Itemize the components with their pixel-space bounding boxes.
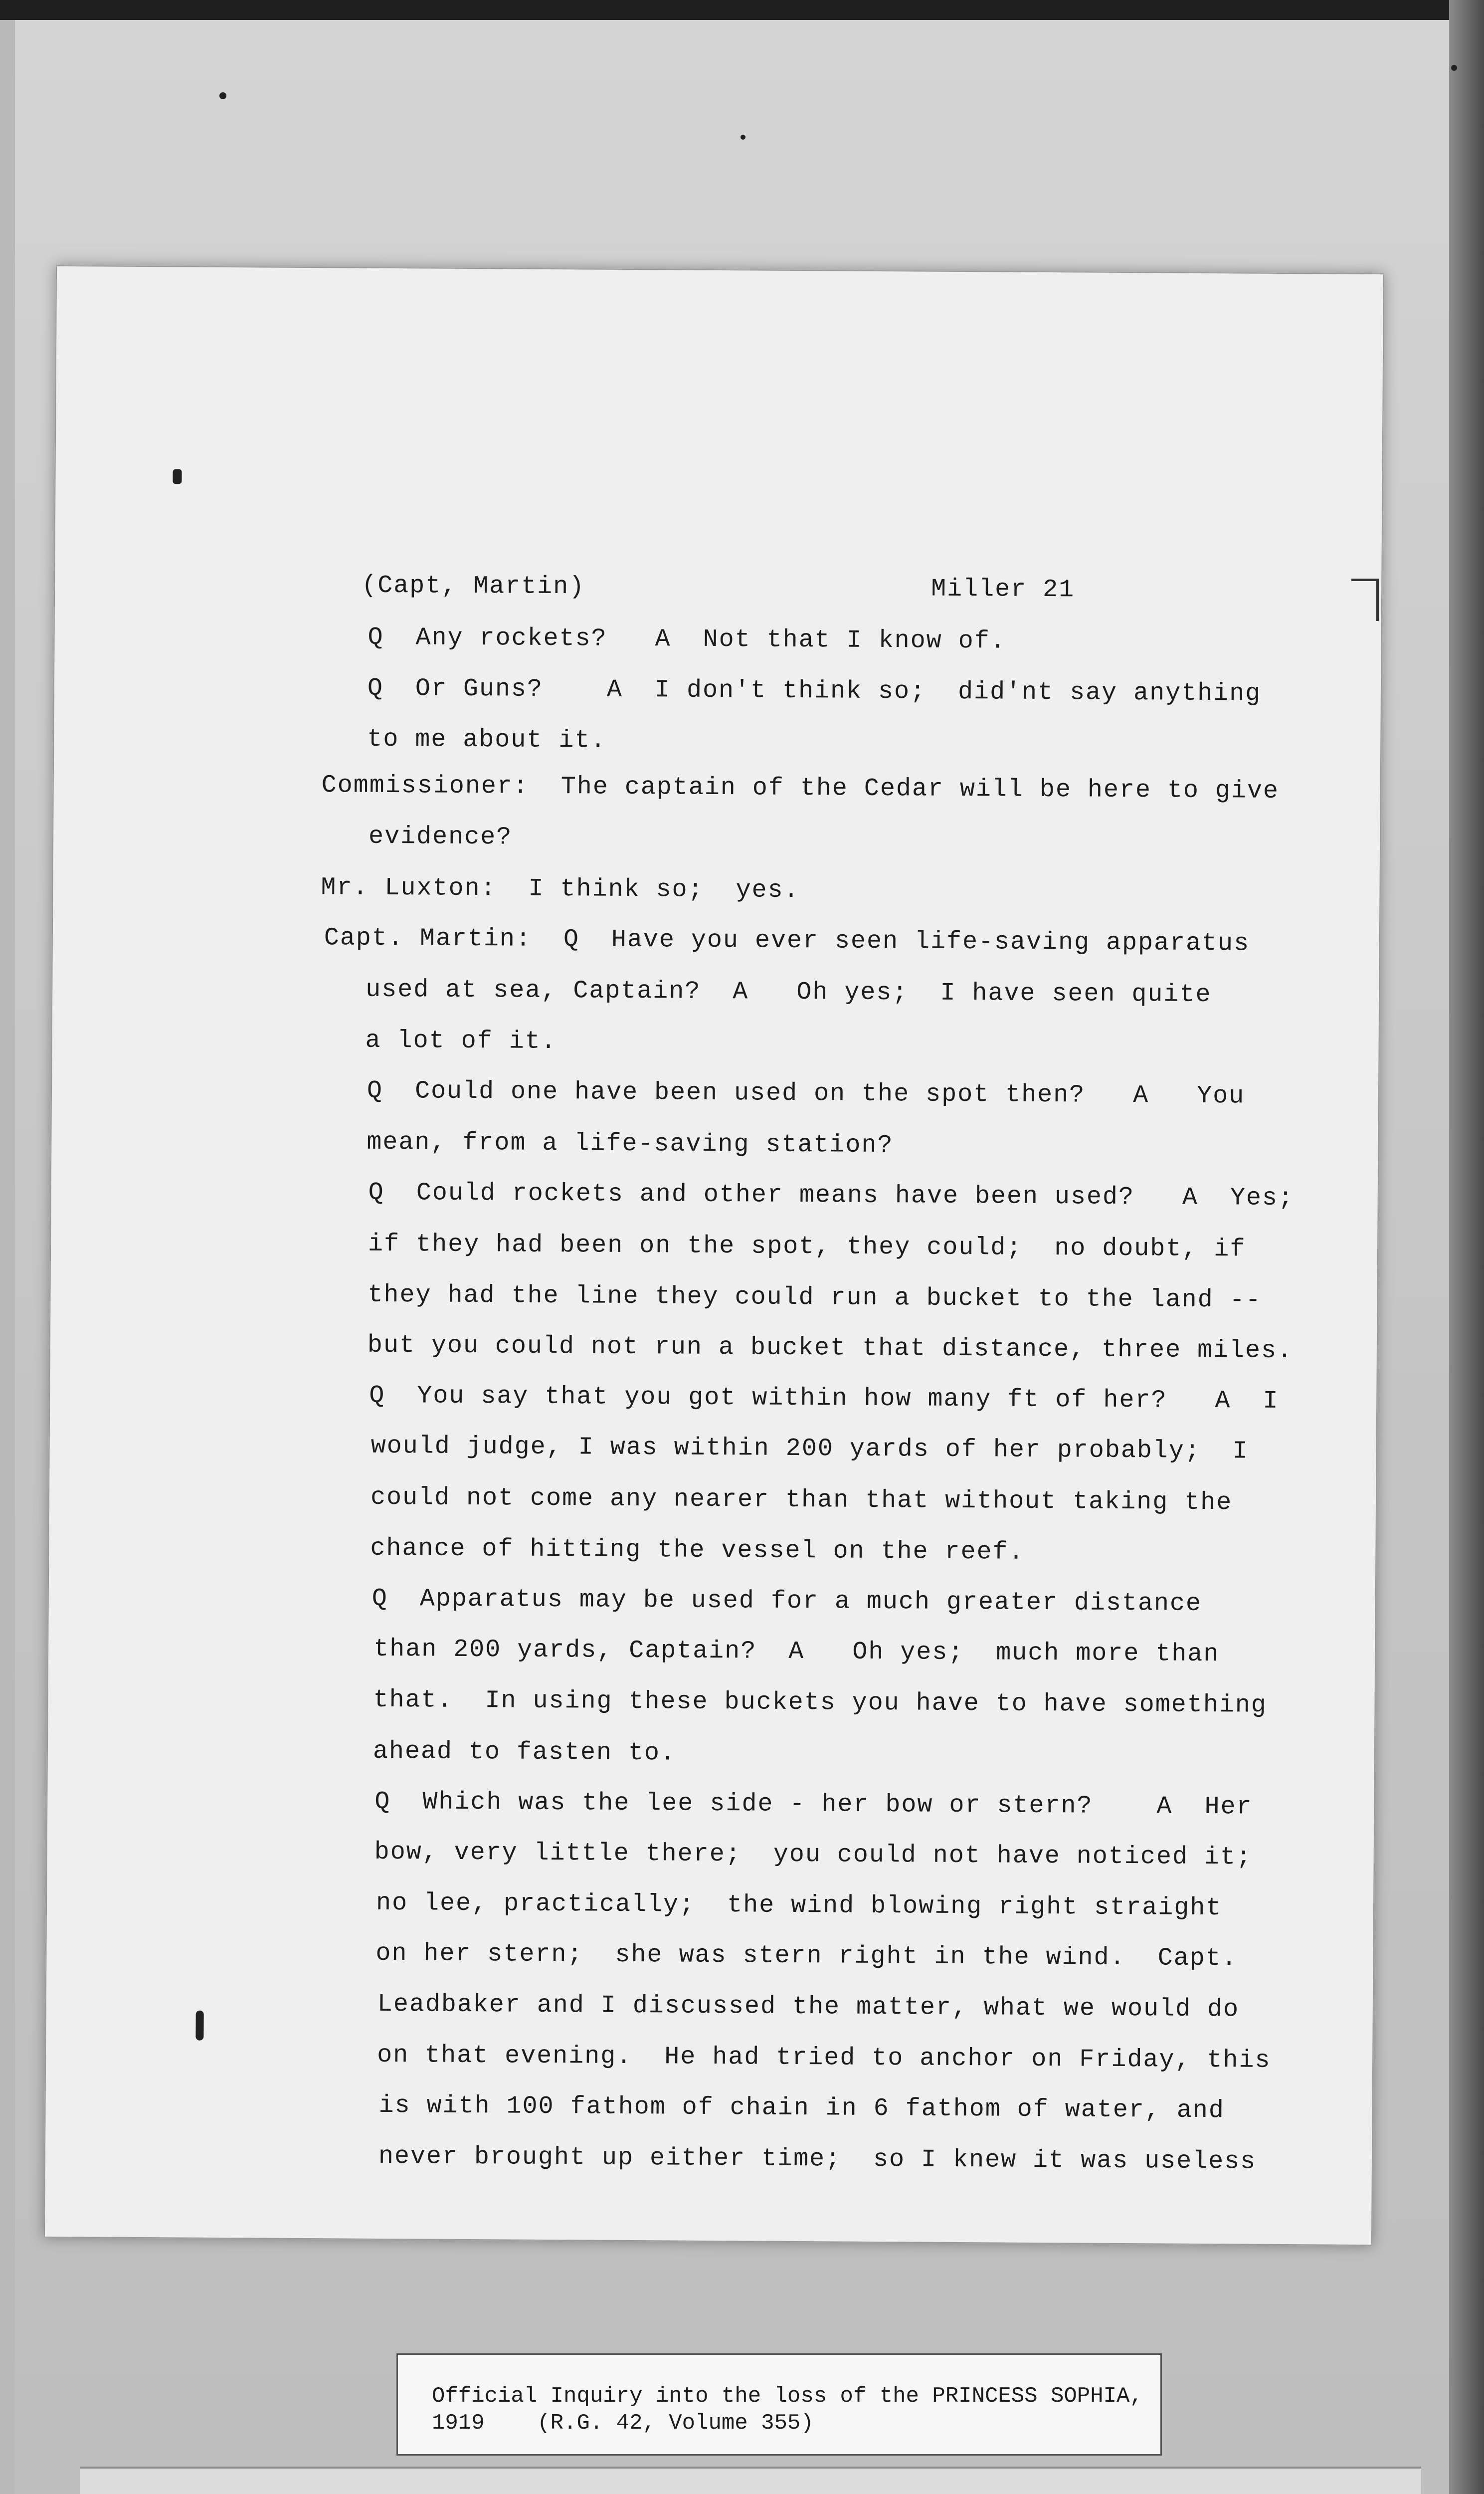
- transcript-line: no lee, practically; the wind blowing right straight: [375, 1888, 1222, 1923]
- transcript-line: never brought up either time; so I knew it was useless: [378, 2142, 1257, 2176]
- film-speck: [741, 135, 745, 140]
- public-archives-panel: [80, 2467, 1421, 2494]
- transcript-line: Q You say that you got within how many ft of her? A I: [369, 1381, 1279, 1416]
- film-edge-top: [0, 0, 1484, 20]
- transcript-line: Q Could one have been used on the spot then? A You: [367, 1076, 1245, 1111]
- archive-reference-label: [396, 2353, 1162, 2456]
- transcript-line: Mr. Luxton: I think so; yes.: [321, 873, 800, 905]
- transcript-line: Q Or Guns? A I don't think so; did'nt say anything: [367, 674, 1262, 708]
- transcript-line: Q Apparatus may be used for a much greater distance: [371, 1584, 1202, 1618]
- transcript-line: chance of hitting the vessel on the reef.: [370, 1534, 1025, 1567]
- film-speck: [219, 92, 226, 99]
- film-edge-right: [1449, 0, 1484, 2494]
- transcript-line: they had the line they could run a bucket to the land --: [368, 1280, 1262, 1315]
- margin-bracket-mark: [1351, 579, 1379, 621]
- transcript-text: [45, 266, 1383, 2245]
- transcript-line: Q Could rockets and other means have been used? A Yes;: [368, 1178, 1295, 1213]
- transcript-line: a lot of it.: [365, 1026, 557, 1056]
- transcript-line: if they had been on the spot, they could; no doubt, if: [368, 1230, 1246, 1264]
- transcript-line: but you could not run a bucket that distance, three miles.: [367, 1331, 1294, 1366]
- page-number: Miller 21: [930, 575, 1075, 605]
- transcript-line: Q Which was the lee side - her bow or stern? A Her: [374, 1787, 1253, 1822]
- transcript-line: Capt. Martin: Q Have you ever seen life-saving apparatus: [324, 924, 1250, 958]
- transcript-line: mean, from a life-saving station?: [367, 1128, 894, 1160]
- transcript-line: Q Any rockets? A Not that I know of.: [368, 623, 1006, 656]
- typed-page: [44, 265, 1384, 2246]
- transcript-line: would judge, I was within 200 yards of her probably; I: [371, 1432, 1249, 1466]
- transcript-line: on her stern; she was stern right in the wind. Capt.: [375, 1939, 1238, 1973]
- film-speck: [1451, 65, 1457, 71]
- witness-header: (Capt, Martin): [362, 571, 585, 602]
- reference-line-2: 1919 (R.G. 42, Volume 355): [432, 2411, 814, 2436]
- transcript-line: ahead to fasten to.: [372, 1737, 677, 1768]
- transcript-line: Leadbaker and I discussed the matter, what we would do: [377, 1990, 1240, 2024]
- transcript-line: to me about it.: [367, 725, 607, 755]
- transcript-line: bow, very little there; you could not have noticed it;: [374, 1838, 1253, 1872]
- transcript-line: that. In using these buckets you have to have something: [373, 1685, 1267, 1720]
- transcript-line: is with 100 fathom of chain in 6 fathom of water, and: [378, 2091, 1225, 2125]
- transcript-line: Commissioner: The captain of the Cedar will be here to give: [321, 771, 1280, 806]
- transcript-line: on that evening. He had tried to anchor on Friday, this: [377, 2041, 1271, 2075]
- reference-line-1: Official Inquiry into the loss of the PRINCESS SOPHIA,: [432, 2384, 1143, 2409]
- transcript-line: could not come any nearer than that without taking the: [370, 1483, 1233, 1517]
- transcript-line: used at sea, Captain? A Oh yes; I have seen quite: [366, 975, 1212, 1010]
- transcript-line: than 200 yards, Captain? A Oh yes; much more than: [373, 1635, 1220, 1669]
- transcript-line: evidence?: [368, 822, 513, 852]
